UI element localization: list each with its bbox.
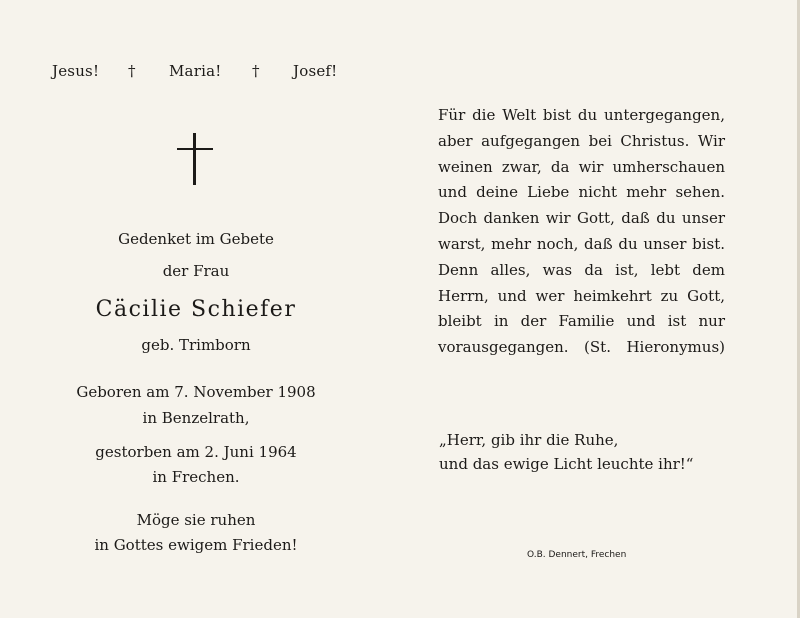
- poem-line: bleibt in der Familie und ist nur: [438, 312, 725, 331]
- invocation-josef: Josef!: [293, 62, 338, 80]
- poem-line: und deine Liebe nicht mehr sehen.: [438, 183, 725, 202]
- blessing-line-1: Möge sie ruhen: [136, 511, 256, 529]
- birth-line: Geboren am 7. November 1908: [76, 383, 316, 401]
- blessing-line-2: in Gottes ewigem Frieden!: [94, 536, 298, 554]
- poem-line: aber aufgegangen bei Christus. Wir: [438, 131, 725, 150]
- birth-place: in Benzelrath,: [142, 409, 250, 427]
- hieronymus-text: [438, 103, 725, 361]
- deceased-name: Cäcilie Schiefer: [95, 297, 297, 322]
- cross-icon: [177, 133, 213, 185]
- poem-line: weinen zwar, da wir umherschauen: [438, 157, 725, 176]
- prayer-quote: [439, 428, 693, 476]
- poem-line: vorausgegangen. (St. Hieronymus): [438, 338, 725, 357]
- gedenket-line: Gedenket im Gebete: [118, 230, 274, 248]
- death-place: in Frechen.: [152, 468, 240, 486]
- poem-line: Doch danken wir Gott, daß du unser: [438, 209, 725, 228]
- cross-glyph-2: †: [252, 62, 260, 80]
- printer-imprint: O.B. Dennert, Frechen: [527, 550, 627, 560]
- poem-line: Denn alles, was da ist, lebt dem: [438, 260, 725, 279]
- poem-line: Für die Welt bist du untergegangen,: [438, 106, 725, 124]
- poem-line: warst, mehr noch, daß du unser bist.: [438, 234, 725, 253]
- invocation-jesus: Jesus!: [52, 62, 100, 80]
- cross-glyph-1: †: [128, 62, 136, 80]
- der-frau-line: der Frau: [162, 262, 230, 280]
- poem-line: Herrn, und wer heimkehrt zu Gott,: [438, 286, 725, 305]
- quote-line-2: und das ewige Licht leuchte ihr!“: [439, 455, 694, 473]
- quote-line-1: „Herr, gib ihr die Ruhe,: [439, 431, 619, 449]
- maiden-name: geb. Trimborn: [141, 336, 251, 354]
- invocation-maria: Maria!: [169, 62, 222, 80]
- death-line: gestorben am 2. Juni 1964: [95, 443, 297, 461]
